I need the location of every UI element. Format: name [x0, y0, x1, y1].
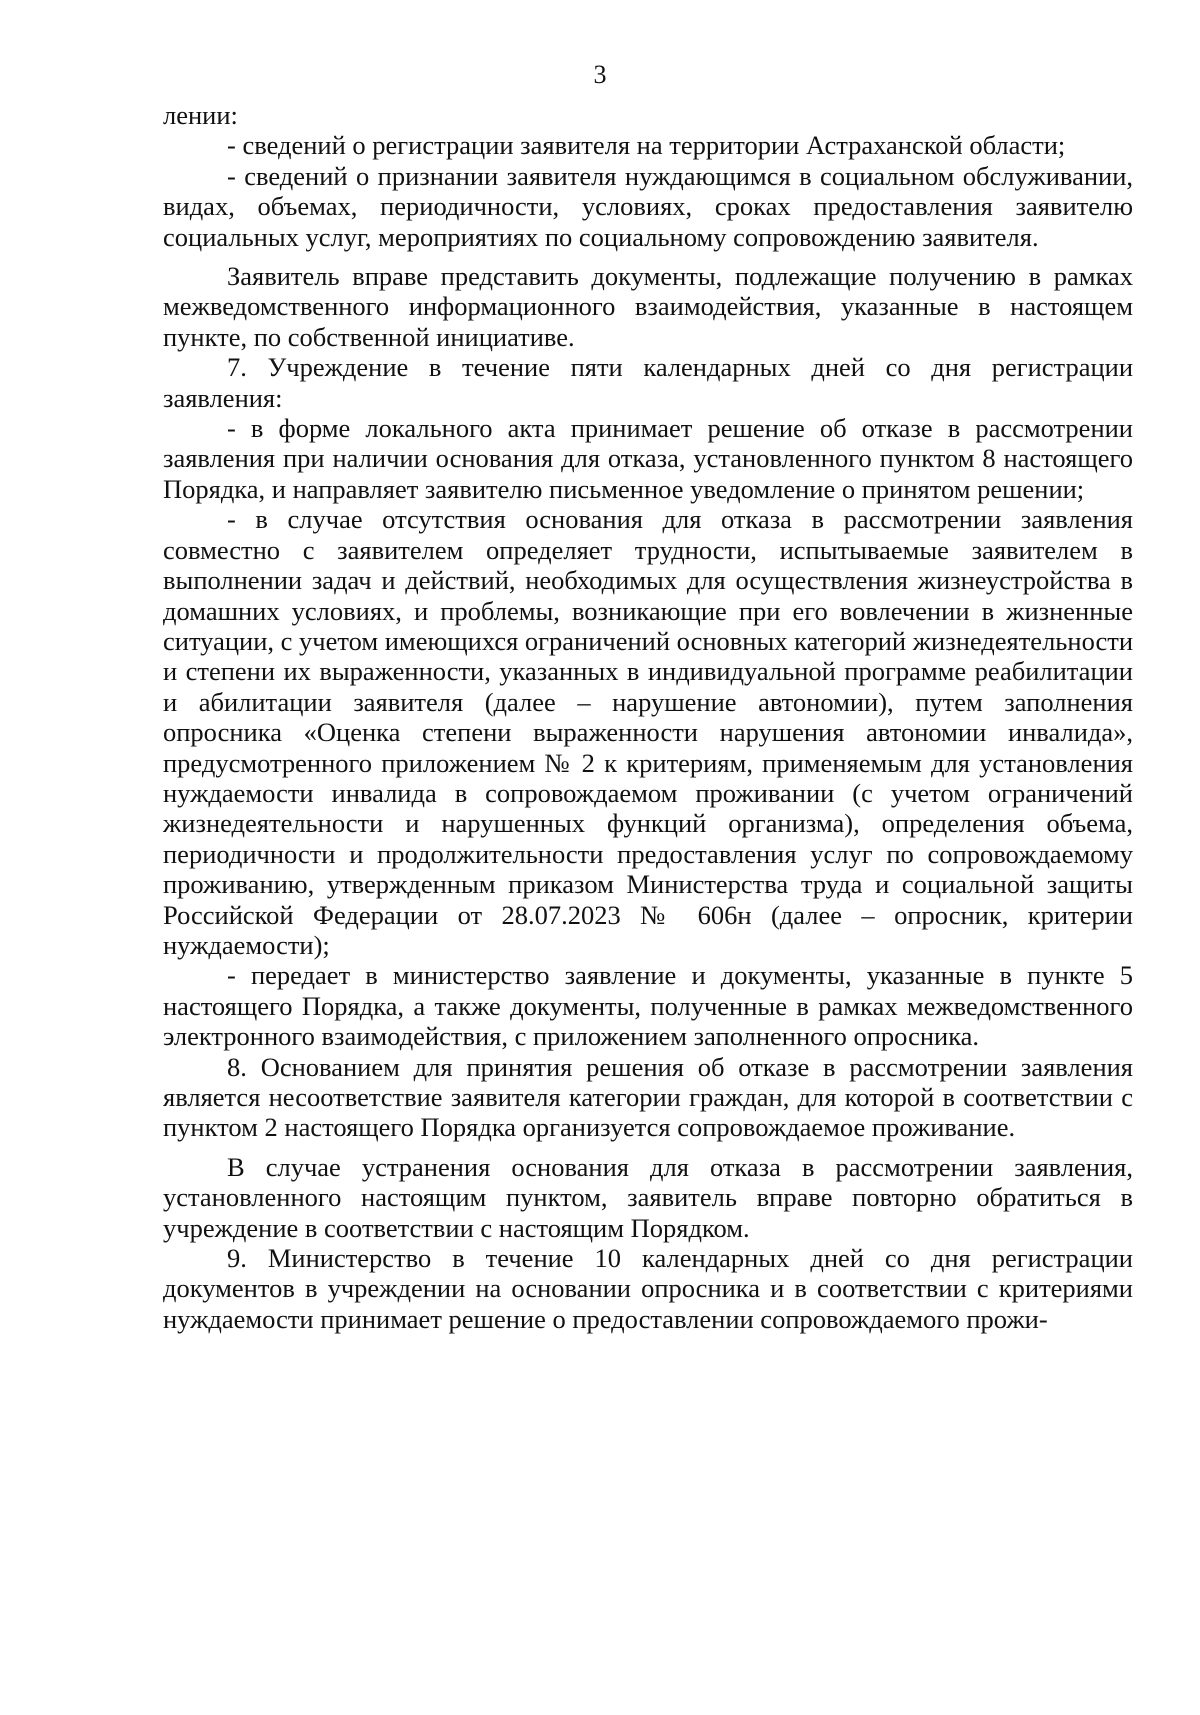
page-number: 3 — [593, 60, 607, 89]
paragraph: В случае устранения основания для отказа в рассмотрении заявления, установленного настоящим пунктом, заявитель вправе повторно обратиться в учреждение в соответствии с настоящим Порядком. — [163, 1151, 1133, 1243]
paragraph: 8. Основанием для принятия решения об отказе в рассмотрении заявления является несоответствие заявителя категории граждан, для которой в соответствии с пунктом 2 настоящего Порядка организуется сопровождаемое проживание. — [163, 1051, 1133, 1143]
paragraph: - передает в министерство заявление и документы, указанные в пункте 5 настоящего Порядка, а также документы, полученные в рамках межведомственного электронного взаимодействия, с приложением заполненного опросника. — [163, 960, 1133, 1052]
paragraph: - сведений о признании заявителя нуждающимся в социальном обслуживании, видах, объемах, периодичности, условиях, сроках предоставления заявителю социальных услуг, мероприятиях по социальному сопровождению заявителя. — [163, 160, 1133, 252]
document-body — [163, 100, 1133, 1334]
paragraph: 9. Министерство в течение 10 календарных дней со дня регистрации документов в учреждении на основании опросника и в соответствии с критериями нуждаемости принимает решение о предоставлении сопровождаемого прожи- — [163, 1243, 1133, 1334]
paragraph: - в форме локального акта принимает решение об отказе в рассмотрении заявления при наличии основания для отказа, установленного пунктом 8 настоящего Порядка, и направляет заявителю письменное уведомление о принятом решении; — [163, 413, 1133, 504]
paragraph: - в случае отсутствия основания для отказа в рассмотрении заявления совместно с заявителем определяет трудности, испытываемые заявителем в выполнении задач и действий, необходимых для осуществления жизнеустройства в домашних условиях, и проблемы, возникающие при его вовлечении в жизненные ситуации, с учетом имеющихся ограничений основных категорий жизнедеятельности и степени их выраженности, указанных в индивидуальной программе реабилитации и абилитации заявителя (далее – нарушение автономии), путем заполнения опросника «Оценка степени выраженности нарушения автономии инвалида», предусмотренного приложением № 2 к критериям, применяемым для установления нуждаемости инвалида в сопровождаемом проживании (с учетом ограничений жизнедеятельности и нарушенных функций организма), определения объема, периодичности и продолжительности предоставления услуг по сопровождаемому проживанию, утвержденным приказом Министерства труда и социальной защиты Российской Федерации от 28.07.2023 № 606н (далее – опросник, критерии нуждаемости); — [163, 504, 1133, 960]
paragraph: 7. Учреждение в течение пяти календарных дней со дня регистрации заявления: — [163, 352, 1133, 413]
paragraph: - сведений о регистрации заявителя на территории Астраханской области; — [227, 130, 1066, 161]
paragraph: лении: — [163, 100, 238, 130]
paragraph: Заявитель вправе представить документы, подлежащие получению в рамках межведомственного информационного взаимодействия, указанные в настоящем пункте, по собственной инициативе. — [163, 261, 1133, 352]
